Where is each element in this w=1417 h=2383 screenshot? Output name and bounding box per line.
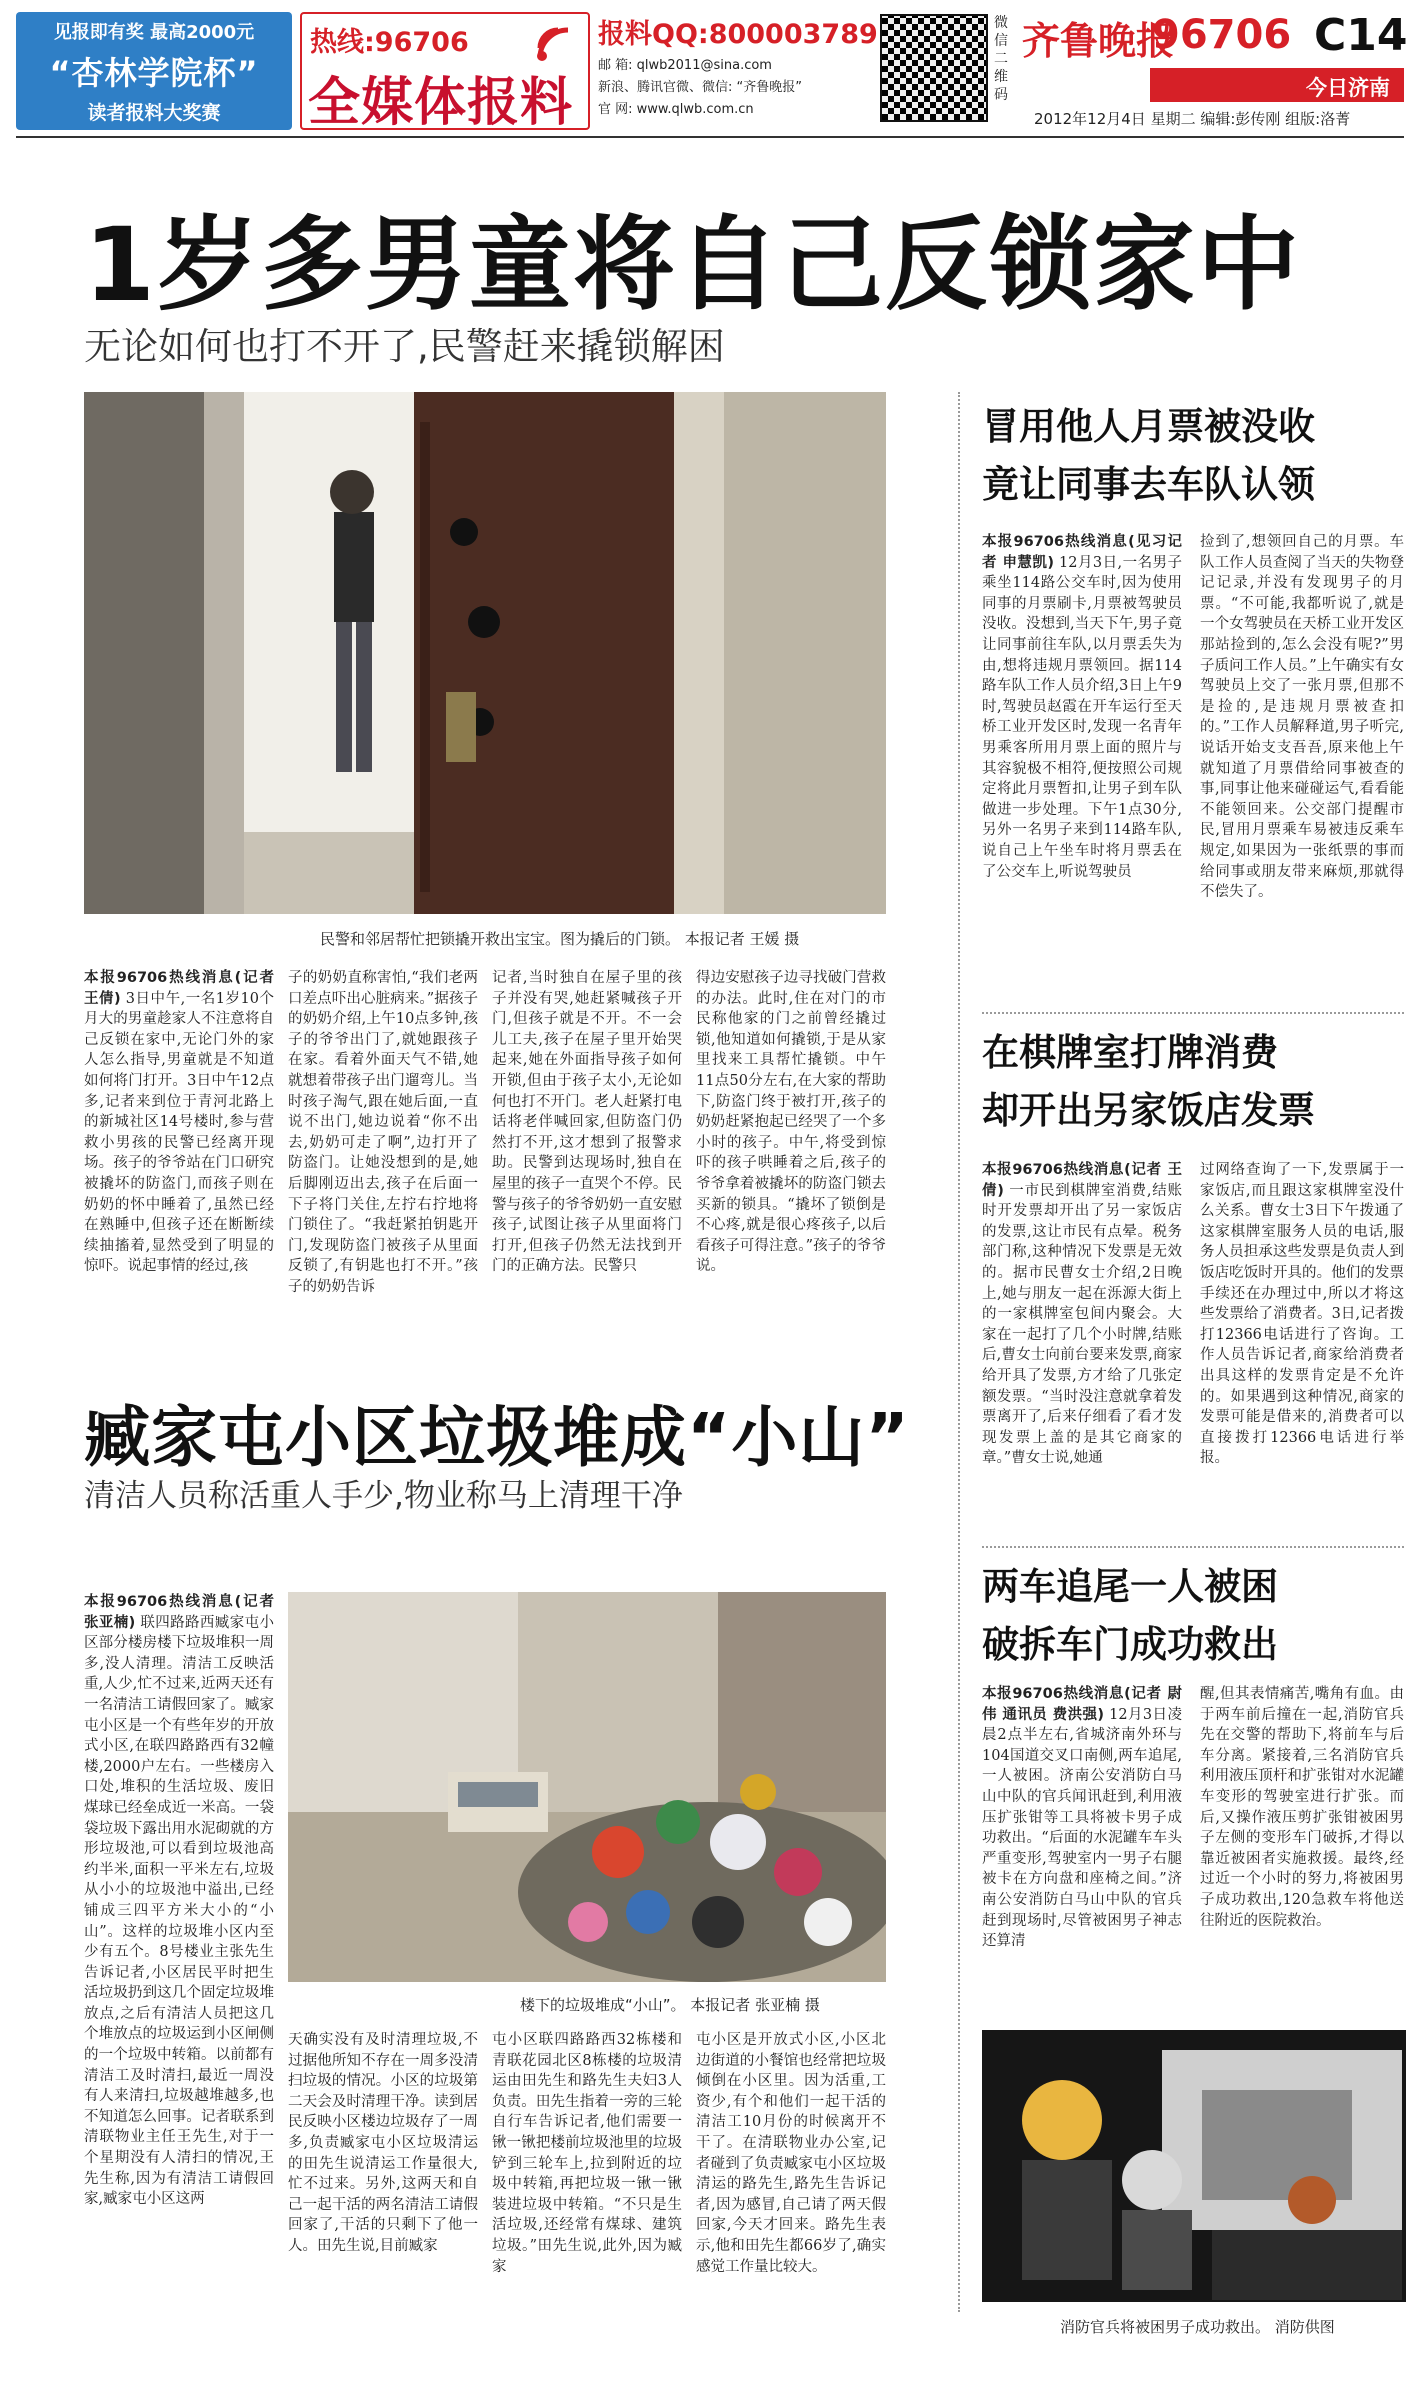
door-photo-caption: 民警和邻居帮忙把锁撬开救出宝宝。图为撬后的门锁。 本报记者 王媛 摄	[320, 930, 800, 948]
reader-tip-promo-banner	[16, 12, 292, 130]
story-divider	[982, 1546, 1404, 1548]
promo-title: “杏林学院杯”	[49, 54, 259, 92]
story4-column-2: 醒,但其表情痛苦,嘴角有血。由于两车前后撞在一起,消防官兵先在交警的帮助下,将前车与后车分离。紧接着,三名消防官兵利用液压顶杆和扩张钳对水泥罐车变形的驾驶室进行扩张。而后,又操作液压剪扩张钳被困男子左侧的变形车门破拆,才得以靠近被困者实施救援。最终,经过近一个小时的努力,将被困男子成功救出,120急救车将他送往附近的医院救治。	[1200, 1686, 1404, 1929]
qq-contact: 报料QQ:800003789	[598, 19, 878, 50]
wechat-qr-code	[880, 14, 988, 122]
story1-column-1: 本报96706热线消息(记者 王倩) 3日中午,一名1岁10个月大的男童趁家人不注意将自己反锁在家中,无论门外的家人怎么指导,男童就是不知道如何将门打开。3日中午12点多,记者来到位于青河北路上的新城社区14号楼时,参与营救小男孩的民警已经离开现场。孩子的爷爷站在门口研究被撬坏的防盗门,而孩子则在奶奶的怀中睡着了,虽然已经在熟睡中,但孩子还在断断续续抽搐着,显然受到了明显的惊吓。说起事情的经过,孩	[84, 970, 274, 1275]
main-headline: 1岁多男童将自己反锁家中	[84, 206, 1301, 325]
dateline-lead: 本报96706热线消息(记者 王倩)	[982, 1162, 1182, 1199]
broadcast-signal-icon	[534, 24, 580, 64]
contact-info	[598, 12, 878, 130]
promo-line-prize: 见报即有奖 最高2000元	[53, 22, 255, 43]
page-number: C14	[1314, 10, 1408, 61]
full-media-tip-title: 全媒体报料	[308, 73, 574, 133]
door-lock-photo	[84, 392, 886, 914]
door-scene-illustration	[84, 392, 886, 914]
email-contact: 邮 箱: qlwb2011@sina.com	[598, 58, 772, 73]
story1-column-3: 记者,当时独自在屋子里的孩子并没有哭,她赶紧喊孩子开门,但孩子就是不开。不一会儿工夫,孩子在屋子里开始哭起来,她在外面指导孩子如何开锁,但由于孩子太小,无论如何也打不开门。老人赶紧打电话将老伴喊回家,但防盗门仍然打不开,这才想到了报警求助。民警到达现场时,独自在屋里的孩子一直哭个不停。民警与孩子的爷爷奶奶一直安慰孩子,试图让孩子从里面将门打开,但孩子仍然无法找到开门的正确方法。民警只	[492, 970, 682, 1275]
trash-story-headline: 臧家屯小区垃圾堆成“小山”	[84, 1399, 910, 1476]
firefighter-rescue-photo	[982, 2030, 1406, 2302]
masthead-divider	[16, 136, 1404, 138]
garbage-pile-photo	[288, 1592, 886, 1982]
garbage-photo-caption: 楼下的垃圾堆成“小山”。 本报记者 张亚楠 摄	[520, 1996, 820, 2014]
column-divider	[958, 392, 960, 2312]
issue-date-line: 2012年12月4日 星期二 编辑:彭传刚 组版:洛菁	[1034, 110, 1351, 128]
main-subheadline: 无论如何也打不开了,民警赶来撬锁解困	[84, 325, 725, 368]
monthly-pass-headline: 冒用他人月票被没收 竟让同事去车队认领	[982, 405, 1315, 506]
hotline-banner	[300, 12, 590, 133]
website-contact: 官 网: www.qlwb.com.cn	[598, 102, 754, 117]
invoice-headline: 在棋牌室打牌消费 却开出另家饭店发票	[982, 1031, 1315, 1132]
story2-column-1: 本报96706热线消息(见习记者 申慧凯) 12月3日,一名男子乘坐114路公交车时,因为使用同事的月票刷卡,月票被驾驶员没收。没想到,当天下午,男子竟让同事前往车队,以月票丢失为由,想将违规月票领回。据114路车队工作人员介绍,3日上午9时,驾驶员赵霞在开车运行至天桥工业开发区时,发现一名青年男乘客所用月票上面的照片与其容貌极不相符,便按照公司规定将此月票暂扣,让男子到车队做进一步处理。下午1点30分,另外一名男子来到114路车队,说自己上午坐车时将月票丢在了公交车上,听说驾驶员	[982, 534, 1182, 880]
rear-end-collision-headline: 两车追尾一人被困 破拆车门成功救出	[982, 1565, 1278, 1666]
dateline-lead: 本报96706热线消息(记者 张亚楠)	[84, 1594, 274, 1631]
story5-column-1: 本报96706热线消息(记者 张亚楠) 联四路路西臧家屯小区部分楼房楼下垃圾堆积一周多,没人清理。清洁工反映活重,人少,忙不过来,近两天还有一名清洁工请假回家了。臧家屯小区是一个有些年岁的开放式小区,在联四路路西有32幢楼,2000户左右。一些楼房入口处,堆积的生活垃圾、废旧煤球已经垒成近一米高。一袋袋垃圾下露出用水泥砌就的方形垃圾池,可以看到垃圾池高约半米,面积一平米左右,垃圾从小小的垃圾池中溢出,已经铺成三四平方米大小的“小山”。这样的垃圾堆小区内至少有五个。8号楼业主张先生告诉记者,小区居民平时把生活垃圾扔到这几个固定垃圾堆放点,之后有清洁人员把这几个堆放点的垃圾运到小区闸侧的一个垃圾中转箱。以前都有清洁工及时清扫,最近一周没有人来清扫,垃圾越堆越多,也不知道怎么回事。记者联系到清联物业主任王先生,对于一个星期没有人清扫的情况,王先生称,因为有清洁工请假回家,臧家屯小区这两	[84, 1594, 274, 2208]
qr-code-label: 微信二维码	[994, 15, 1008, 103]
newspaper-logo: 齐鲁晚报	[1022, 18, 1175, 63]
hotline-number: 96706	[1152, 12, 1292, 58]
story-divider	[982, 1012, 1404, 1014]
hotline-label: 热线:96706	[310, 27, 469, 58]
story1-column-4: 得边安慰孩子边寻找破门营救的办法。此时,住在对门的市民称他家的门之前曾经撬过锁,他知道如何撬锁,于是从家里找来工具帮忙撬锁。中午11点50分左右,在大家的帮助下,防盗门终于被打开,孩子的奶奶赶紧抱起已经哭了一个多小时的孩子。中午,将受到惊吓的孩子哄睡着之后,孩子的爷爷拿着被撬坏的防盗门锁去买新的锁具。“撬坏了锁倒是不心疼,就是很心疼孩子,以后看孩子可得注意。”孩子的爷爷说。	[696, 970, 886, 1275]
dateline-lead: 本报96706热线消息(见习记者 申慧凯)	[982, 534, 1182, 571]
dateline-lead: 本报96706热线消息(记者 尉伟 通讯员 费洪强)	[982, 1686, 1182, 1723]
dateline-lead: 本报96706热线消息(记者 王倩)	[84, 970, 274, 1007]
weibo-contact: 新浪、腾讯官微、微信: “齐鲁晚报”	[598, 80, 802, 95]
rescue-photo-caption: 消防官兵将被困男子成功救出。 消防供图	[1060, 2318, 1335, 2336]
section-label: 今日济南	[1150, 68, 1404, 102]
story3-column-1: 本报96706热线消息(记者 王倩) 一市民到棋牌室消费,结账时开发票却开出了另一家饭店的发票,这让市民有点晕。税务部门称,这种情况下发票是无效的。据市民曹女士介绍,2日晚上,她与朋友一起在泺源大街上的一家棋牌室包间内聚会。大家在一起打了几个小时牌,结账后,曹女士向前台要来发票,商家给开具了发票,方才给了几张定额发票。“当时没注意就拿着发票离开了,后来仔细看了看才发现发票上盖的是其它商家的章。”曹女士说,她通	[982, 1162, 1182, 1467]
story5-column-4: 屯小区是开放式小区,小区北边街道的小餐馆也经常把垃圾倾倒在小区里。因为活重,工资少,有个和他们一起干活的清洁工10月份的时候离开不干了。在清联物业办公室,记者碰到了负责臧家屯小区垃圾清运的路先生,路先生告诉记者,因为感冒,自己请了两天假回家,今天才回来。路先生表示,他和田先生都66岁了,确实感觉工作量比较大。	[696, 2032, 886, 2275]
story5-column-3: 屯小区联四路路西32栋楼和青联花园北区8栋楼的垃圾清运由田先生和路先生夫妇3人负责。田先生指着一旁的三轮自行车告诉记者,他们需要一锹一锹把楼前垃圾池里的垃圾铲到三轮车上,拉到附近的垃圾中转箱,再把垃圾一锹一锹装进垃圾中转箱。“不只是生活垃圾,还经常有煤球、建筑垃圾。”田先生说,此外,因为臧家	[492, 2032, 682, 2275]
story3-column-2: 过网络查询了一下,发票属于一家饭店,而且跟这家棋牌室没什么关系。曹女士3日下午拨通了这家棋牌室服务人员的电话,服务人员担承这些发票是负责人到饭店吃饭时开具的。他们的发票手续还在办理过中,所以才将这些发票给了消费者。3日,记者拨打12366电话进行了咨询。工作人员告诉记者,商家给消费者出具这样的发票肯定是不允许的。如果遇到这种情况,商家的发票可能是借来的,消费者可以直接拨打12366电话进行举报。	[1200, 1162, 1404, 1467]
garbage-scene-illustration	[288, 1592, 886, 1982]
story1-column-2: 子的奶奶直称害怕,“我们老两口差点吓出心脏病来。”据孩子的奶奶介绍,上午10点多钟,孩子的爷爷出门了,就她跟孩子在家。看着外面天气不错,她就想着带孩子出门遛弯儿。当时孩子淘气,跟在她后面,一直说不出门,她边说着“你不出去,奶奶可走了啊”,边打开了防盗门。让她没想到的是,她后脚刚迈出去,孩子在后面一下子将门关住,左拧右拧地将门锁住了。“我赶紧拍钥匙开门,发现防盗门被孩子从里面反锁了,有钥匙也打不开。”孩子的奶奶告诉	[288, 970, 478, 1295]
story2-column-2: 捡到了,想领回自己的月票。车队工作人员查阅了当天的失物登记记录,并没有发现男子的月票。“不可能,我都听说了,就是一个女驾驶员在天桥工业开发区那站捡到的,怎么会没有呢?”男子质问工作人员。”上午确实有女驾驶员上交了一张月票,但那不是捡的,是违规月票被查扣的。”工作人员解释道,男子听完,说话开始支支吾吾,原来他上午就知道了月票借给同事被查的事,同事让他来碰碰运气,看看能不能领回来。公交部门提醒市民,冒用月票乘车易被违反乘车规定,如果因为一张纸票的事而给同事或朋友带来麻烦,那就得不偿失了。	[1200, 534, 1404, 901]
promo-subtitle: 读者报料大奖赛	[87, 102, 221, 124]
rescue-scene-illustration	[982, 2030, 1406, 2302]
trash-story-subheadline: 清洁人员称活重人手少,物业称马上清理干净	[84, 1478, 683, 1514]
story5-column-2: 天确实没有及时清理垃圾,不过据他所知不存在一周多没清扫垃圾的情况。小区的垃圾第二天会及时清理干净。读到居民反映小区楼边垃圾存了一周多,负责臧家屯小区垃圾清运的田先生说清运工作量很大,忙不过来。另外,这两天和自己一起干活的两名清洁工请假回家了,干活的只剩下了他一人。田先生说,目前臧家	[288, 2032, 478, 2254]
story4-column-1: 本报96706热线消息(记者 尉伟 通讯员 费洪强) 12月3日凌晨2点半左右,省城济南外环与104国道交叉口南侧,两车追尾,一人被困。济南公安消防白马山中队的官兵闻讯赶到,利用液压扩张钳等工具将被卡男子成功救出。“后面的水泥罐车车头严重变形,驾驶室内一男子右腿被卡在方向盘和座椅之间。”济南公安消防白马山中队的官兵赶到现场时,尽管被困男子神志还算清	[982, 1686, 1182, 1950]
